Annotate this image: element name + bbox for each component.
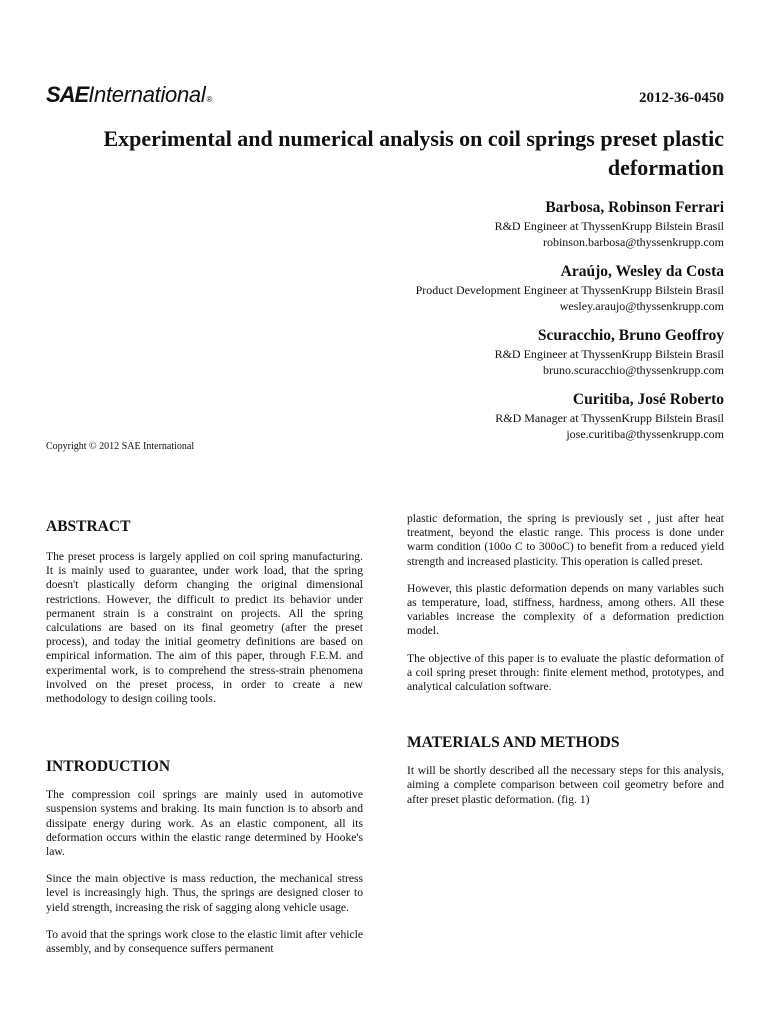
- logo-registered-mark: ®: [206, 95, 213, 104]
- copyright-notice: Copyright © 2012 SAE International: [46, 441, 195, 452]
- paper-number: 2012-36-0450: [639, 90, 724, 106]
- right-column: [407, 512, 724, 807]
- author-name: Scuracchio, Bruno Geoffroy: [537, 327, 724, 344]
- author-name: Curitiba, José Roberto: [572, 391, 724, 408]
- body-paragraph: The objective of this paper is to evaluate the plastic deformation of a coil spring preset through: finite element method, prototypes, and analytical calculation software.: [407, 651, 724, 694]
- author-role: R&D Engineer at ThyssenKrupp Bilstein Brasil: [494, 347, 724, 361]
- introduction-paragraph: Since the main objective is mass reduction, the mechanical stress level is increasingly high. Thus, the springs are designed closer to yield strength, increasing the risk of sagging along vehicle usage.: [46, 872, 363, 914]
- author-email[interactable]: bruno.scuracchio@thyssenkrupp.com: [542, 363, 724, 377]
- author-block: [224, 198, 724, 250]
- introduction-paragraph: The compression coil springs are mainly used in automotive suspension systems and braking. Its main function is to absorb and dissipate energy during work. As an elastic component, all its deformation occurs within the elastic range determined by Hooke's law.: [46, 788, 363, 859]
- introduction-paragraph: To avoid that the springs work close to the elastic limit after vehicle assembly, and by consequence suffers permanent: [46, 927, 363, 956]
- author-block: [224, 326, 724, 378]
- logo-international-text: International: [88, 82, 206, 107]
- author-name: Araújo, Wesley da Costa: [560, 263, 724, 280]
- left-column: [46, 512, 363, 956]
- materials-methods-text: It will be shortly described all the necessary steps for this analysis, aiming a complete comparison between coil geometry before and after preset plastic deformation. (fig. 1): [407, 764, 724, 806]
- author-email[interactable]: wesley.araujo@thyssenkrupp.com: [559, 299, 724, 313]
- body-paragraph: plastic deformation, the spring is previously set , just after heat treatment, beyond the elastic range. This process is done under warm condition (100o C to 300oC) to benefit from a reduced yield strength and increased plasticity. This operation is called preset.: [407, 512, 724, 568]
- author-list: [224, 198, 724, 454]
- author-role: Product Development Engineer at ThyssenKrupp Bilstein Brasil: [415, 283, 724, 297]
- author-email[interactable]: jose.curitiba@thyssenkrupp.com: [566, 427, 724, 441]
- author-block: [224, 262, 724, 314]
- abstract-heading: ABSTRACT: [46, 518, 131, 535]
- author-role: R&D Manager at ThyssenKrupp Bilstein Brasil: [495, 411, 724, 425]
- introduction-heading: INTRODUCTION: [46, 758, 171, 776]
- abstract-text: The preset process is largely applied on coil spring manufacturing. It is mainly used to guarantee, under work load, that the spring doesn't plastically deform changing the original dimensional restrictions. However, the difficult to predict its behavior under permanent strain is a constraint on projects. All the spring calculations are based on its final geometry (after the preset process), and today the initial geometry definitions are based on empirical information. The aim of this paper, through F.E.M. and experimental work, is to comprehend the stress-strain phenomena involved on the preset process, in order to create a new methodology to design coiling tools.: [46, 550, 363, 706]
- materials-methods-heading: MATERIALS AND METHODS: [407, 734, 620, 752]
- paper-title: Experimental and numerical analysis on coil springs preset plastic deformation: [103, 126, 724, 180]
- body-paragraph: However, this plastic deformation depends on many variables such as temperature, load, stiffness, hardness, among others. All these variables increase the complexity of a deformation prediction model.: [407, 581, 724, 638]
- logo-sae-text: SAE: [46, 82, 89, 107]
- author-name: Barbosa, Robinson Ferrari: [545, 199, 724, 216]
- author-role: R&D Engineer at ThyssenKrupp Bilstein Brasil: [494, 219, 724, 233]
- sae-international-logo: [46, 82, 212, 108]
- author-block: [224, 390, 724, 442]
- author-email[interactable]: robinson.barbosa@thyssenkrupp.com: [542, 235, 724, 249]
